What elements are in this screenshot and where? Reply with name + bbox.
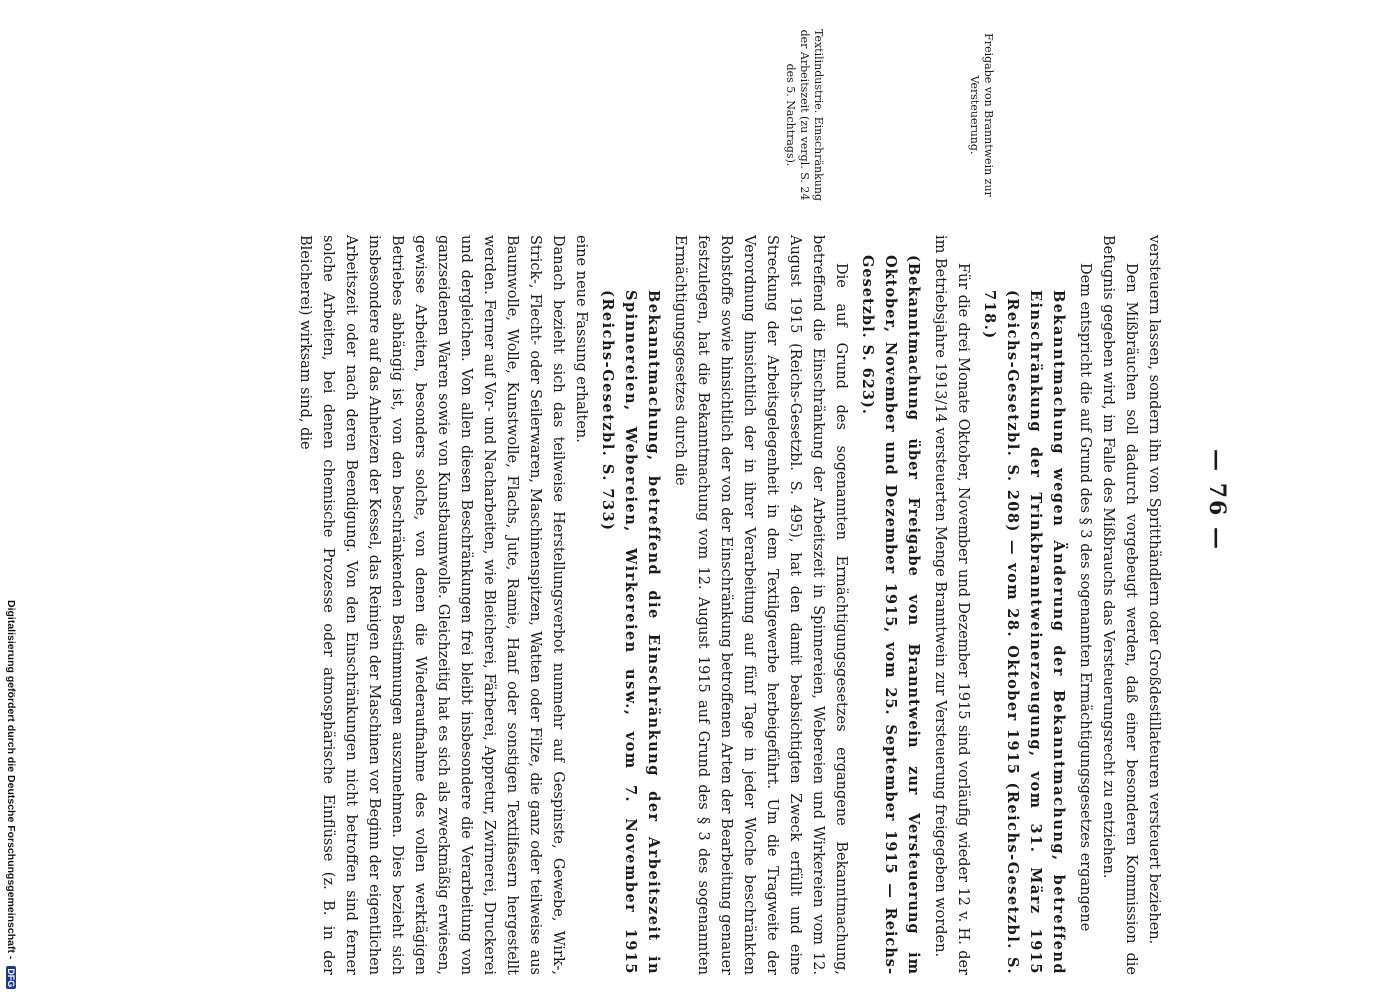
paragraph: Danach bezieht sich das teilweise Herstellungsverbot nunmehr auf Gespinste, Gewebe, Wirk-, Strick-, Flecht- oder Seilerwaren, Maschinenspitzen, Watten oder Filze, die ganz oder teilweise aus Baumwolle, Wolle, Kunstwolle, Flachs, Jute, Ramie, Hanf oder sonstigen Textilfasern hergestellt werden. Ferner auf Vor- und Nacharbeiten, wie Bleicherei, Färberei, Appretur, Zwirnerei, Druckerei und dergleichen. Von allen diesen Beschränkungen frei bleibt insbesondere die Verarbeitung von ganzseidenen Waren sowie von Kunstbaumwolle. Gleichzeitig hat es sich als zweckmäßig erwiesen, gewisse Arbeiten, besonders solche, von denen die Wiederaufnahme des vollen werktägigen Betriebes abhängig ist, von den beschränkenden Bestimmungen auszunehmen. Dies bezieht sich insbesondere auf das Anheizen der Kessel, das Reinigen der Maschinen vor Beginn der eigentlichen Arbeitszeit oder nach deren Beendigung. Von den Einschränkungen nicht betroffen sind ferner solche Arbeiten, bei denen chemische Prozesse oder atmosphärische Einflüsse (z. B. in der Bleicherei) wirksam sind, die xyxy=(297,235,566,975)
decree-title: Bekanntmachung wegen Änderung der Bekanntmachung, betreffend Einschränkung der Trinkbranntweinerzeugung, vom 31. März 1915 (Reichs-Gesetzbl. S. 208) — vom 28. Oktober 1915 (Reichs-Gesetzbl. S. 718.) xyxy=(981,290,1067,975)
paragraph: Die auf Grund des sogenannten Ermächtigungsgesetzes ergangene Bekanntmachung, betreffend die Einschränkung der Arbeitszeit in Spinnereien, Webereien und Wirkereien vom 12. August 1915 (Reichs-Gesetzbl. S. 495), hat den damit beabsichtigten Zweck erfüllt und eine Streckung der Arbeitsgelegenheit in dem Textilgewerbe herbeigeführt. Um die Tragweite der Verordnung hinsichtlich der in ihrer Verarbeitung auf fünf Tage in jeder Woche beschränkten Rohstoffe sowie hinsichtlich der von der Einschränkung betroffenen Arten der Bearbeitung genauer festzulegen, hat die Bekanntmachung vom 12. August 1915 auf Grund des § 3 des sogenannten Ermächtigungsgesetzes durch die xyxy=(672,235,849,975)
rotated-page-content xyxy=(130,20,1240,980)
body-text xyxy=(293,235,1165,975)
digitization-note: Digitalisierung gefördert durch die Deutsche Forschungsgemeinschaft - xyxy=(5,600,17,960)
page-number: — 76 — xyxy=(1204,449,1230,551)
paragraph: eine neue Fassung erhalten. xyxy=(573,235,589,443)
dfg-logo: DFG xyxy=(5,968,16,988)
margin-note-textilindustrie: Textilindustrie. Einschränkung der Arbeitszeit (zu vergl. S. 24 des 5. Nachtrags). xyxy=(784,28,825,202)
paragraph: Für die drei Monate Oktober, November und Dezember 1915 sind vorläufig wieder 12 v. H. der im Betriebsjahre 1913/14 versteuerten Menge Branntwein zur Versteuerung freigegeben worden. xyxy=(932,235,971,975)
decree-title: Bekanntmachung, betreffend die Einschränkung der Arbeitszeit in Spinnereien, Webereien, Wirkereien usw., vom 7. November 1915 (Reichs-Gesetzbl. S. 733) xyxy=(599,290,662,975)
digitization-footer xyxy=(1,600,17,990)
paragraph: Dem entspricht die auf Grund des § 3 des sogenannten Ermächtigungsgesetzes ergangene xyxy=(1077,263,1093,932)
paragraph: Den Mißbräuchen soll dadurch vorgebeugt werden, daß einer besonderen Kommission die Befugnis gegeben wird, im Falle des Mißbrauchs das Versteuerungsrecht zu entziehen. xyxy=(1100,235,1139,975)
decree-reference: (Bekanntmachung über Freigabe von Branntwein zur Versteuerung im Oktober, November und Dezember 1915, vom 25. September 1915 — Reichs-Gesetzbl. S. 623). xyxy=(859,255,922,975)
margin-note-branntwein: Freigabe von Branntwein zur Versteuerung. xyxy=(968,33,995,197)
paragraph: versteuern lassen, sondern ihn von Spritthändlern oder Großdestillateuren versteuert beziehen. xyxy=(1146,235,1162,945)
